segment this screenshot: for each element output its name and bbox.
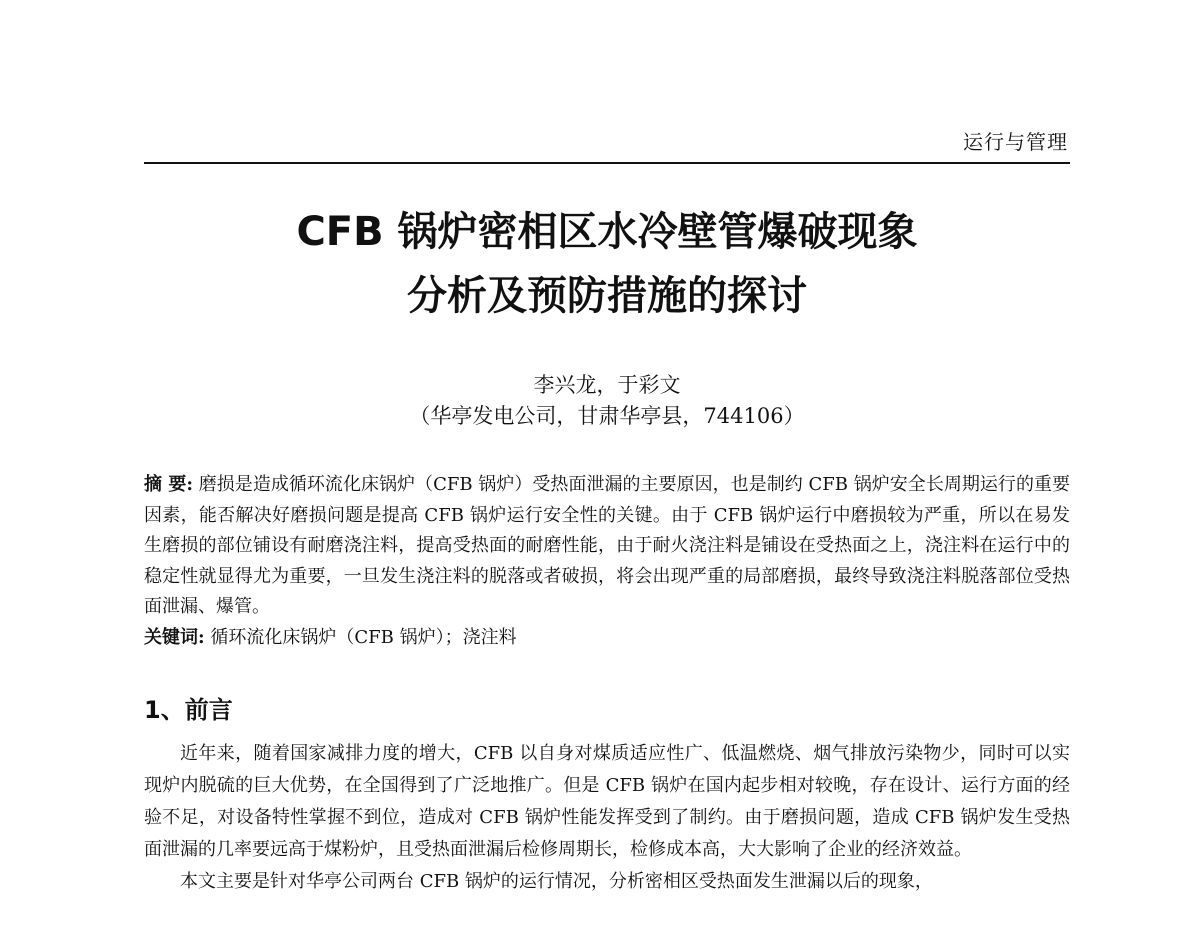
paper-title	[144, 200, 1070, 328]
paragraph-2: 本文主要是针对华亭公司两台 CFB 锅炉的运行情况，分析密相区受热面发生泄漏以后的现象，	[180, 871, 933, 892]
section-label: 运行与管理	[963, 130, 1068, 154]
author-affiliation: （华亭发电公司，甘肃华亭县，744106）	[409, 404, 805, 428]
author-block	[144, 370, 1070, 432]
keywords	[144, 623, 1070, 654]
abstract-label: 摘 要:	[144, 474, 193, 495]
title-line-1: CFB 锅炉密相区水冷壁管爆破现象	[296, 209, 918, 255]
author-names: 李兴龙，于彩文	[533, 373, 681, 397]
title-line-2: 分析及预防措施的探讨	[407, 273, 807, 319]
abstract-text: 磨损是造成循环流化床锅炉（CFB 锅炉）受热面泄漏的主要原因，也是制约 CFB 锅炉安全长周期运行的重要因素，能否解决好磨损问题是提高 CFB 锅炉运行安全性的关键。由于 CFB 锅炉运行中磨损较为严重，所以在易发生磨损的部位铺设有耐磨浇注料，提高受热面的耐磨性能，由于耐火浇注料是铺设在受热面之上，浇注料在运行中的稳定性就显得尤为重要，一旦发生浇注料的脱落或者破损，将会出现严重的局部磨损，最终导致浇注料脱落部位受热面泄漏、爆管。	[144, 474, 1070, 617]
keywords-text: 循环流化床锅炉（CFB 锅炉）；浇注料	[210, 626, 517, 648]
header-rule	[144, 162, 1070, 164]
abstract	[144, 470, 1070, 623]
section-body	[144, 738, 1070, 898]
section-heading: 1、前言	[144, 696, 233, 724]
keywords-label: 关键词:	[144, 626, 205, 648]
paragraph-1: 近年来，随着国家减排力度的增大，CFB 以自身对煤质适应性广、低温燃烧、烟气排放污染物少，同时可以实现炉内脱硫的巨大优势，在全国得到了广泛地推广。但是 CFB 锅炉在国内起步相对较晚，存在设计、运行方面的经验不足，对设备特性掌握不到位，造成对 CFB 锅炉性能发挥受到了制约。由于磨损问题，造成 CFB 锅炉发生受热面泄漏的几率要远高于煤粉炉，且受热面泄漏后检修周期长，检修成本高，大大影响了企业的经济效益。	[144, 743, 1070, 860]
abstract-block	[144, 470, 1070, 653]
